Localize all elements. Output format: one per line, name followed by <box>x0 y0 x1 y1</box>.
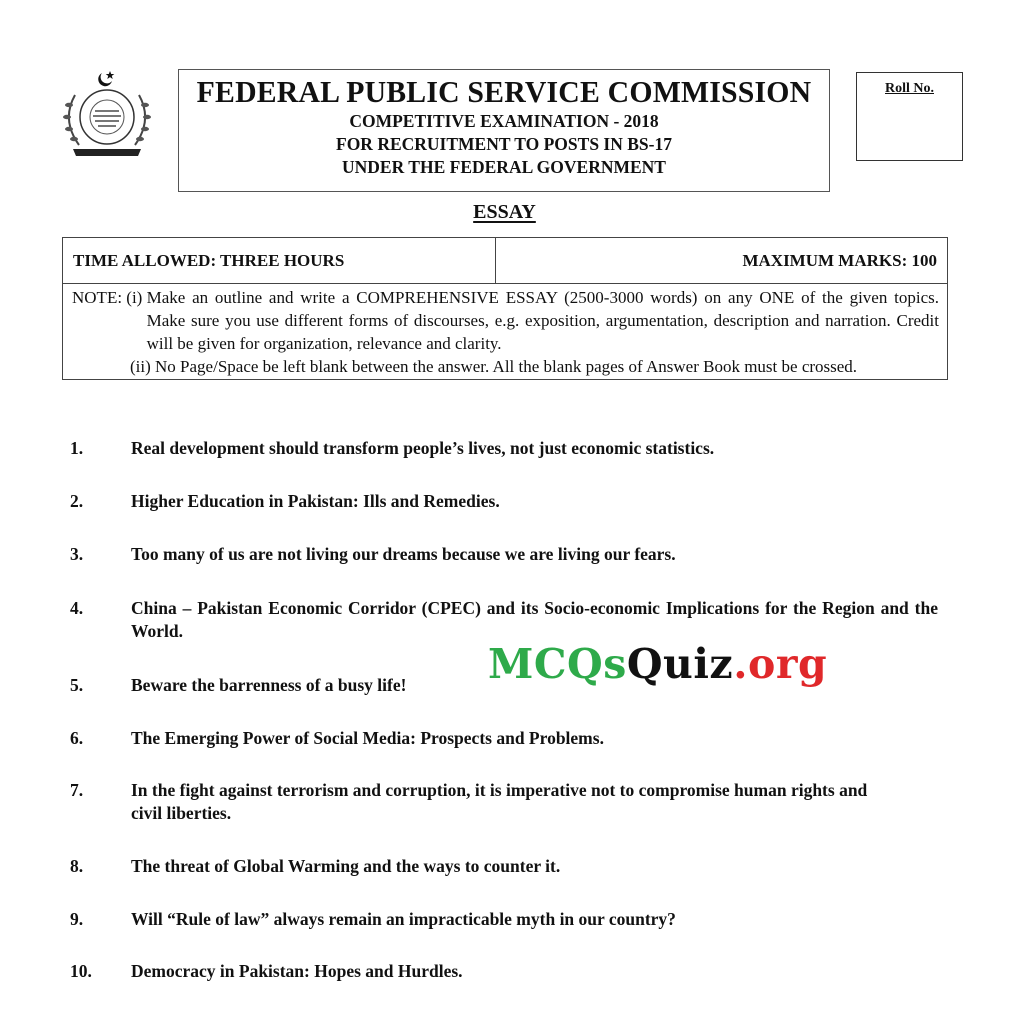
topic-text: In the fight against terrorism and corruption, it is imperative not to compromise human rights and civil liberties. <box>131 780 868 823</box>
topic-text: China – Pakistan Economic Corridor (CPEC) and its Socio-economic Implications for the Region and the World. <box>131 598 938 641</box>
exam-info-table <box>62 237 948 380</box>
site-watermark <box>488 640 827 688</box>
topic-item <box>70 490 938 513</box>
note-ii-prefix: (ii) <box>130 357 156 376</box>
instructions-note <box>63 284 948 380</box>
topic-item <box>70 855 938 878</box>
topic-item <box>70 543 938 566</box>
maximum-marks: MAXIMUM MARKS: 100 <box>496 238 948 284</box>
topic-text: Real development should transform people’s lives, not just economic statistics. <box>131 438 715 458</box>
topic-item <box>70 960 938 983</box>
topic-number: 1. <box>70 438 84 458</box>
topic-text: Will “Rule of law” always remain an impracticable myth in our country? <box>131 909 676 929</box>
topic-number: 6. <box>70 728 84 748</box>
topic-number: 8. <box>70 856 84 876</box>
topic-text: Beware the barrenness of a busy life! <box>131 675 407 695</box>
roll-number-label: Roll No. <box>885 81 934 96</box>
topic-number: 3. <box>70 544 84 564</box>
topic-item <box>70 908 938 931</box>
commission-title: FEDERAL PUBLIC SERVICE COMMISSION <box>196 74 812 109</box>
topic-item <box>70 779 900 825</box>
subject-title: ESSAY <box>473 201 536 223</box>
topic-text: Too many of us are not living our dreams because we are living our fears. <box>131 544 676 564</box>
fpsc-emblem-icon <box>55 65 160 165</box>
topic-text: Higher Education in Pakistan: Ills and Remedies. <box>131 491 500 511</box>
topic-text: Democracy in Pakistan: Hopes and Hurdles. <box>131 961 463 981</box>
topic-item <box>70 727 938 750</box>
topic-number: 4. <box>70 598 84 618</box>
topic-number: 2. <box>70 491 84 511</box>
note-i-text: Make an outline and write a COMPREHENSIVE ESSAY (2500-3000 words) on any ONE of the given topics. Make sure you use different forms of discourses, e.g. exposition, argumentation, description and narration. Credit will be given for organization, relevance and clarity. <box>146 288 939 353</box>
topic-number: 7. <box>70 780 84 800</box>
note-prefix: NOTE: (i) <box>72 288 147 307</box>
watermark-part-org: .org <box>733 640 828 688</box>
time-allowed: TIME ALLOWED: THREE HOURS <box>63 238 496 284</box>
topic-item <box>70 597 938 643</box>
topic-item <box>70 437 938 460</box>
watermark-part-quiz: Quiz <box>626 640 734 688</box>
topic-number: 9. <box>70 909 84 929</box>
recruitment-line: FOR RECRUITMENT TO POSTS IN BS-17 <box>336 134 672 154</box>
topic-text: The Emerging Power of Social Media: Prospects and Problems. <box>131 728 604 748</box>
government-line: UNDER THE FEDERAL GOVERNMENT <box>342 157 666 177</box>
topic-number: 5. <box>70 675 84 695</box>
exam-line: COMPETITIVE EXAMINATION - 2018 <box>349 111 659 131</box>
subject-heading <box>0 201 1009 224</box>
topic-text: The threat of Global Warming and the ways to counter it. <box>131 856 561 876</box>
roll-number-box <box>856 72 963 161</box>
watermark-part-mcqs: MCQs <box>488 640 627 688</box>
header-box <box>178 69 830 192</box>
note-ii-text: No Page/Space be left blank between the answer. All the blank pages of Answer Book must be crossed. <box>155 357 858 376</box>
topic-number: 10. <box>70 961 92 981</box>
